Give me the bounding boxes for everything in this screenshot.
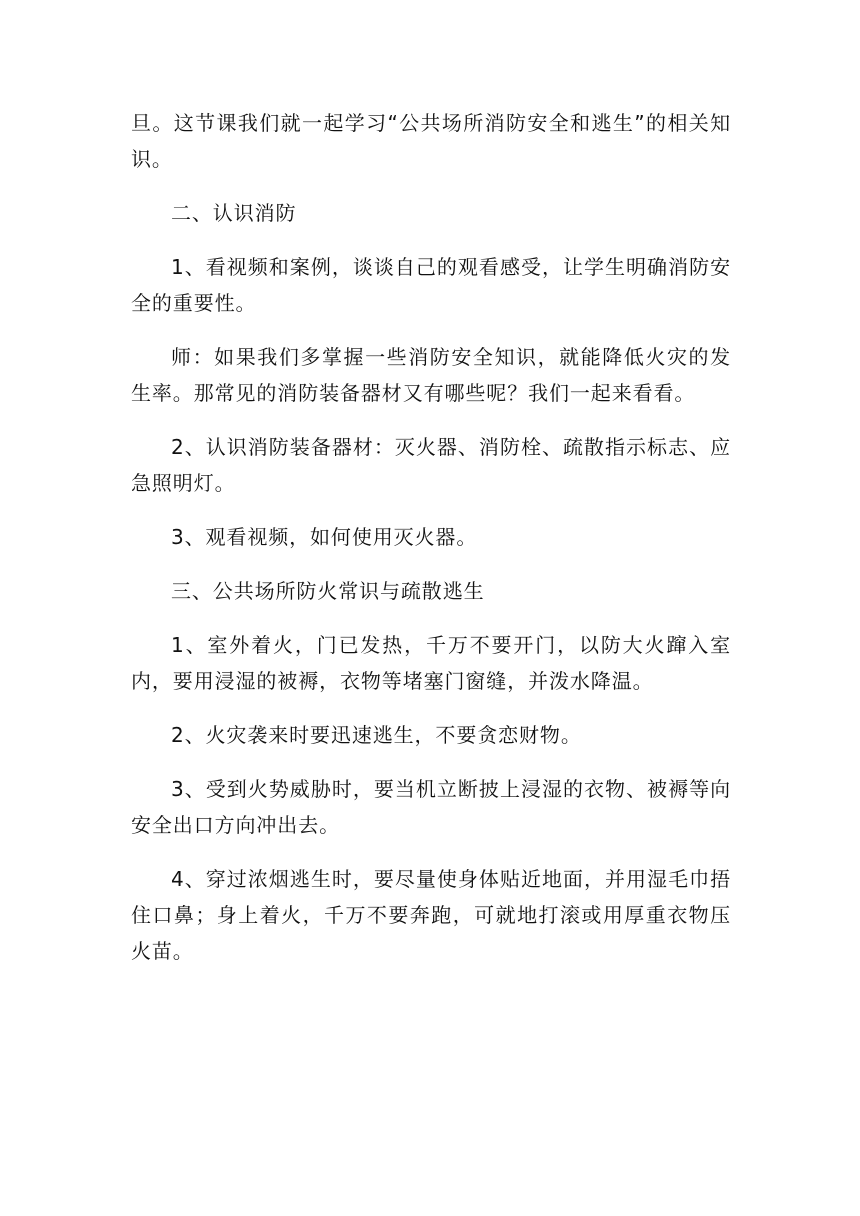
document-body <box>131 105 731 987</box>
paragraph-outdoor-fire-tip: 1、室外着火，门已发热，千万不要开门，以防大火蹿入室内，要用浸湿的被褥，衣物等堵塞门窗缝，并泼水降温。 <box>131 633 731 693</box>
paragraph-wet-clothing-tip: 3、受到火势威胁时，要当机立断披上浸湿的衣物、被褥等向安全出口方向冲出去。 <box>131 777 731 837</box>
paragraph-extinguisher-video: 3、观看视频，如何使用灭火器。 <box>171 525 478 549</box>
paragraph-watch-video-cases: 1、看视频和案例，谈谈自己的观看感受，让学生明确消防安全的重要性。 <box>131 255 731 315</box>
paragraph-escape-quickly-tip: 2、火灾袭来时要迅速逃生，不要贪恋财物。 <box>171 723 582 747</box>
section-heading-fire-safety-evacuation: 三、公共场所防火常识与疏散逃生 <box>171 579 485 603</box>
section-heading-understand-fire-protection: 二、认识消防 <box>171 201 297 225</box>
paragraph-fire-equipment: 2、认识消防装备器材：灭火器、消防栓、疏散指示标志、应急照明灯。 <box>131 435 731 495</box>
paragraph-teacher-remark: 师：如果我们多掌握一些消防安全知识，就能降低火灾的发生率。那常见的消防装备器材又有哪些呢？我们一起来看看。 <box>131 345 731 405</box>
paragraph-intro-continuation: 旦。这节课我们就一起学习“公共场所消防安全和逃生”的相关知识。 <box>131 111 731 171</box>
paragraph-smoke-escape-tip: 4、穿过浓烟逃生时，要尽量使身体贴近地面，并用湿毛巾捂住口鼻；身上着火，千万不要奔跑，可就地打滚或用厚重衣物压火苗。 <box>131 867 731 963</box>
